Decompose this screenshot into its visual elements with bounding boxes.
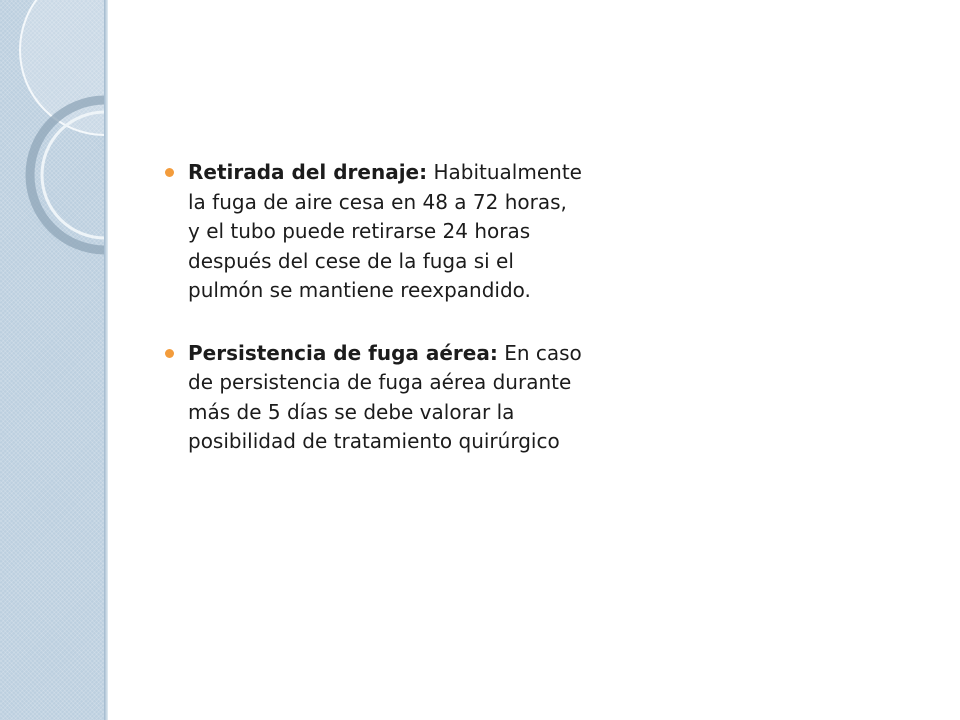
bullet-text: En caso de persistencia de fuga aérea durante más de 5 días se debe valorar la posibilidad de tratamiento quirúrgico <box>188 340 582 453</box>
bullet-heading: Persistencia de fuga aérea: <box>188 340 498 365</box>
bullet-text: Habitualmente la fuga de aire cesa en 48 a 72 horas, y el tubo puede retirarse 24 horas después del cese de la fuga si el pulmón se mantiene reexpandido. <box>188 160 582 302</box>
bullet-item <box>165 339 585 457</box>
bullet-heading: Retirada del drenaje: <box>188 160 428 184</box>
decorative-sidebar <box>0 0 104 720</box>
sidebar-edge <box>104 0 108 720</box>
slide-content <box>165 158 585 490</box>
bullet-dot-icon <box>165 349 174 358</box>
decorative-circles-icon <box>0 0 104 720</box>
bullet-item <box>165 158 585 306</box>
bullet-dot-icon <box>165 168 174 177</box>
